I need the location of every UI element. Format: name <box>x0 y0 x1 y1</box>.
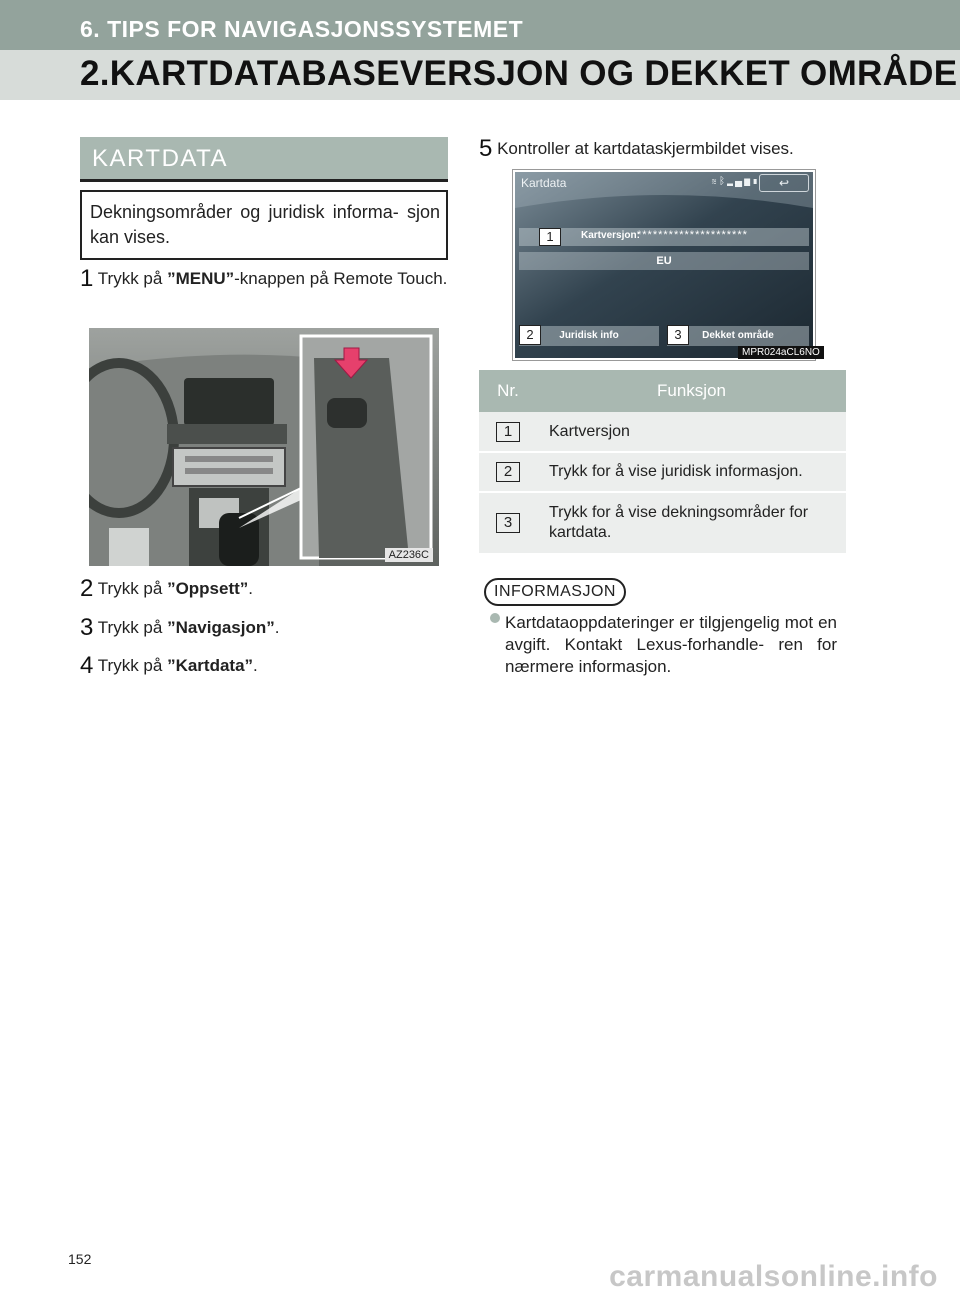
page-number: 152 <box>68 1251 92 1267</box>
region-row: EU <box>519 252 809 270</box>
screen-title: Kartdata <box>521 176 567 190</box>
row-number-cell <box>479 492 537 554</box>
intro-text: Dekningsområder og juridisk informa- sjon kan vises. <box>90 202 440 247</box>
legal-info-button[interactable]: Juridisk info <box>519 326 659 346</box>
car-interior-figure <box>89 328 439 566</box>
step-text-pre: Trykk på <box>97 618 168 637</box>
info-text: Kartdataoppdateringer er tilgjengelig mot en avgift. Kontakt Lexus-forhandle- ren for nærmere informasjon. <box>505 613 837 676</box>
section-title: 6. TIPS FOR NAVIGASJONSSYSTEMET <box>80 16 524 42</box>
step-4 <box>80 653 258 681</box>
step-number: 1 <box>80 265 94 292</box>
row-number-cell <box>479 452 537 492</box>
step-text-pre: Trykk på <box>97 579 168 598</box>
signal-icon: ▂▄▆ <box>727 176 753 187</box>
marker-1: 1 <box>539 228 561 246</box>
version-value: ********************* <box>637 229 748 241</box>
marker-2: 2 <box>519 325 541 345</box>
back-icon: ↩ <box>778 176 790 190</box>
step-text-bold: ”Navigasjon” <box>167 618 275 637</box>
row-function: Trykk for å vise juridisk informasjon. <box>537 452 846 492</box>
col-header-nr: Nr. <box>479 370 537 412</box>
intro-box <box>80 190 448 260</box>
step-2 <box>80 576 253 604</box>
chapter-title: 2.KARTDATABASEVERSJON OG DEKKET OMRÅDE <box>80 54 958 93</box>
row-number: 3 <box>496 513 520 533</box>
function-table <box>479 370 846 555</box>
bluetooth-icon: ᛒ <box>719 176 727 187</box>
step-text-bold: ”Kartdata” <box>167 656 254 675</box>
table-row <box>479 412 846 452</box>
version-row <box>519 228 809 246</box>
step-text-post: . <box>274 618 280 637</box>
step-text-bold: ”Oppsett” <box>167 579 249 598</box>
info-label: INFORMASJON <box>484 578 626 606</box>
step-text: Kontroller at kartdataskjermbildet vises. <box>497 139 794 158</box>
screen-code: MPR024aCL6NO <box>738 346 824 359</box>
version-label: Kartversjon: <box>581 230 640 241</box>
row-function: Kartversjon <box>537 412 846 452</box>
row-function: Trykk for å vise dekningsområder for kartdata. <box>537 492 846 554</box>
watermark: carmanualsonline.info <box>609 1260 938 1293</box>
step-number: 4 <box>80 652 94 679</box>
row-number: 2 <box>496 462 520 482</box>
step-1 <box>80 266 452 294</box>
kartdata-heading <box>80 137 448 182</box>
kartdata-screen <box>513 170 815 360</box>
step-number: 5 <box>479 135 493 162</box>
figure-code: AZ236C <box>385 548 433 562</box>
back-button[interactable] <box>759 174 809 192</box>
coverage-area-button[interactable]: Dekket område <box>667 326 809 346</box>
step-5 <box>479 136 859 164</box>
step-text-post: -knappen på Remote Touch. <box>234 269 448 288</box>
table-row <box>479 492 846 554</box>
car-interior-illustration <box>89 328 439 566</box>
step-text-pre: Trykk på <box>97 656 168 675</box>
step-text-post: . <box>253 656 258 675</box>
status-icons <box>711 176 760 187</box>
step-text-post: . <box>248 579 254 598</box>
table-header <box>479 370 846 412</box>
row-number-cell <box>479 412 537 452</box>
step-text-bold: ”MENU” <box>167 269 235 288</box>
battery-icon: ▮ <box>752 176 761 187</box>
table-row <box>479 452 846 492</box>
step-text-pre: Trykk på <box>97 269 168 288</box>
col-header-function: Funksjon <box>537 370 846 412</box>
step-3 <box>80 615 280 643</box>
kartdata-heading-text: KARTDATA <box>92 145 229 172</box>
row-number: 1 <box>496 422 520 442</box>
marker-3: 3 <box>667 325 689 345</box>
step-number: 2 <box>80 575 94 602</box>
step-number: 3 <box>80 614 94 641</box>
wifi-icon: ≋ <box>711 176 719 187</box>
bullet-icon <box>490 613 500 623</box>
